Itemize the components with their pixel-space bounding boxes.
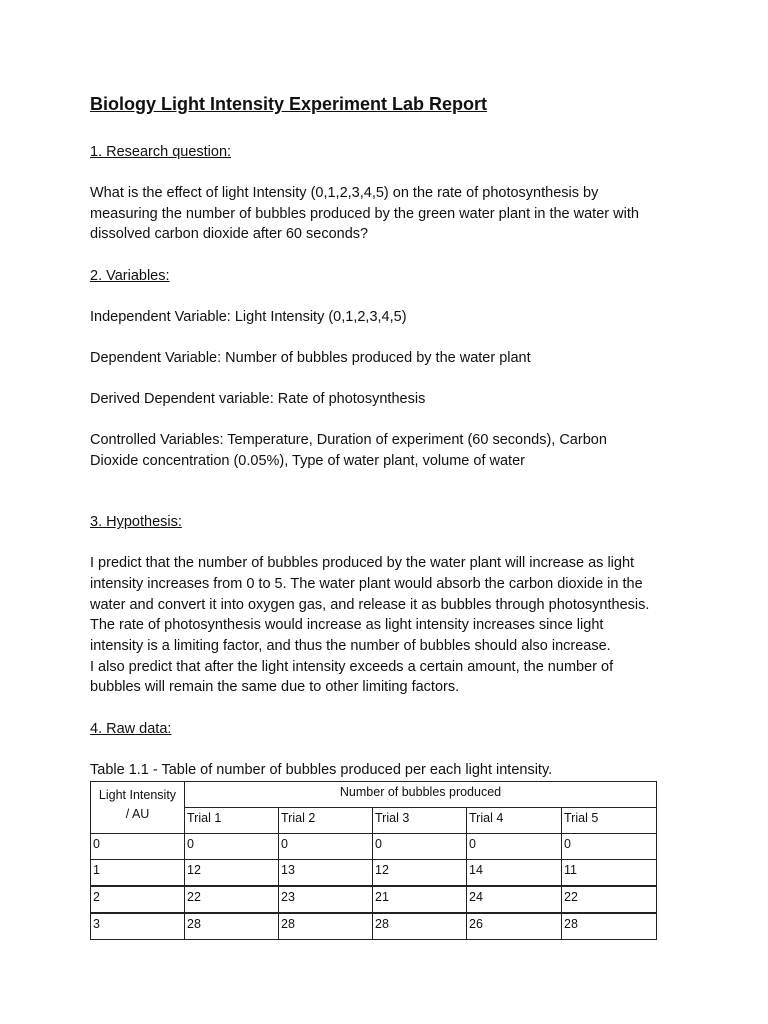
table-caption: Table 1.1 - Table of number of bubbles produced per each light intensity. [90, 761, 553, 778]
trial-header: Trial 4 [467, 807, 562, 833]
hypothesis-text [90, 553, 690, 698]
intensity-cell: 1 [91, 859, 185, 886]
hypothesis-line: I also predict that after the light intensity exceeds a certain amount, the number of [90, 658, 614, 675]
value-cell: 0 [185, 833, 279, 859]
trial-header: Trial 3 [373, 807, 467, 833]
intensity-cell: 3 [91, 913, 185, 940]
value-cell: 28 [373, 913, 467, 940]
light-intensity-header-line2: / AU [125, 806, 150, 821]
value-cell: 14 [467, 859, 562, 886]
value-cell: 24 [467, 886, 562, 913]
bubbles-group-header: Number of bubbles produced [185, 781, 657, 807]
controlled-line: Dioxide concentration (0.05%), Type of water plant, volume of water [90, 452, 525, 469]
hypothesis-line: bubbles will remain the same due to other limiting factors. [90, 679, 460, 696]
hypothesis-line: intensity is a limiting factor, and thus the number of bubbles should also increase. [90, 637, 611, 654]
independent-variable: Independent Variable: Light Intensity (0,1,2,3,4,5) [90, 308, 407, 325]
table-row [91, 833, 657, 859]
spacer [90, 492, 690, 512]
value-cell: 28 [279, 913, 373, 940]
value-cell: 0 [467, 833, 562, 859]
dependent-variable: Dependent Variable: Number of bubbles produced by the water plant [90, 349, 531, 366]
lab-report-page [90, 92, 690, 940]
hypothesis-line: intensity increases from 0 to 5. The water plant would absorb the carbon dioxide in the [90, 575, 643, 592]
controlled-variables [90, 430, 690, 471]
trial-header: Trial 2 [279, 807, 373, 833]
value-cell: 0 [562, 833, 657, 859]
light-intensity-header-line1: Light Intensity [98, 787, 177, 802]
hypothesis-heading: 3. Hypothesis: [90, 514, 182, 531]
page-title: Biology Light Intensity Experiment Lab Report [90, 94, 488, 114]
controlled-line: Controlled Variables: Temperature, Duration of experiment (60 seconds), Carbon [90, 432, 607, 449]
derived-dependent-variable: Derived Dependent variable: Rate of photosynthesis [90, 391, 426, 408]
table-header-row [91, 781, 657, 807]
research-line: What is the effect of light Intensity (0,1,2,3,4,5) on the rate of photosynthesis by [90, 185, 599, 201]
value-cell: 21 [373, 886, 467, 913]
value-cell: 22 [185, 886, 279, 913]
hypothesis-line: I predict that the number of bubbles produced by the water plant will increase as light [90, 555, 635, 572]
raw-data-heading: 4. Raw data: [90, 720, 172, 737]
value-cell: 23 [279, 886, 373, 913]
value-cell: 28 [562, 913, 657, 940]
table-row [91, 859, 657, 886]
hypothesis-line: The rate of photosynthesis would increase as light intensity increases since light [90, 617, 604, 634]
intensity-cell: 2 [91, 886, 185, 913]
table-row [91, 886, 657, 913]
value-cell: 28 [185, 913, 279, 940]
value-cell: 26 [467, 913, 562, 940]
value-cell: 11 [562, 859, 657, 886]
value-cell: 12 [185, 859, 279, 886]
value-cell: 13 [279, 859, 373, 886]
research-question-heading: 1. Research question: [90, 144, 232, 160]
raw-data-table [90, 781, 657, 940]
value-cell: 0 [279, 833, 373, 859]
value-cell: 0 [373, 833, 467, 859]
value-cell: 12 [373, 859, 467, 886]
trial-header: Trial 5 [562, 807, 657, 833]
light-intensity-header [91, 781, 185, 833]
value-cell: 22 [562, 886, 657, 913]
hypothesis-line: water and convert it into oxygen gas, and release it as bubbles through photosynthesis. [90, 596, 650, 613]
research-line: measuring the number of bubbles produced by the green water plant in the water with [90, 205, 639, 222]
intensity-cell: 0 [91, 833, 185, 859]
research-question-text [90, 183, 690, 245]
table-row [91, 913, 657, 940]
research-line: dissolved carbon dioxide after 60 seconds? [90, 226, 369, 243]
variables-heading: 2. Variables: [90, 267, 170, 284]
trial-header: Trial 1 [185, 807, 279, 833]
